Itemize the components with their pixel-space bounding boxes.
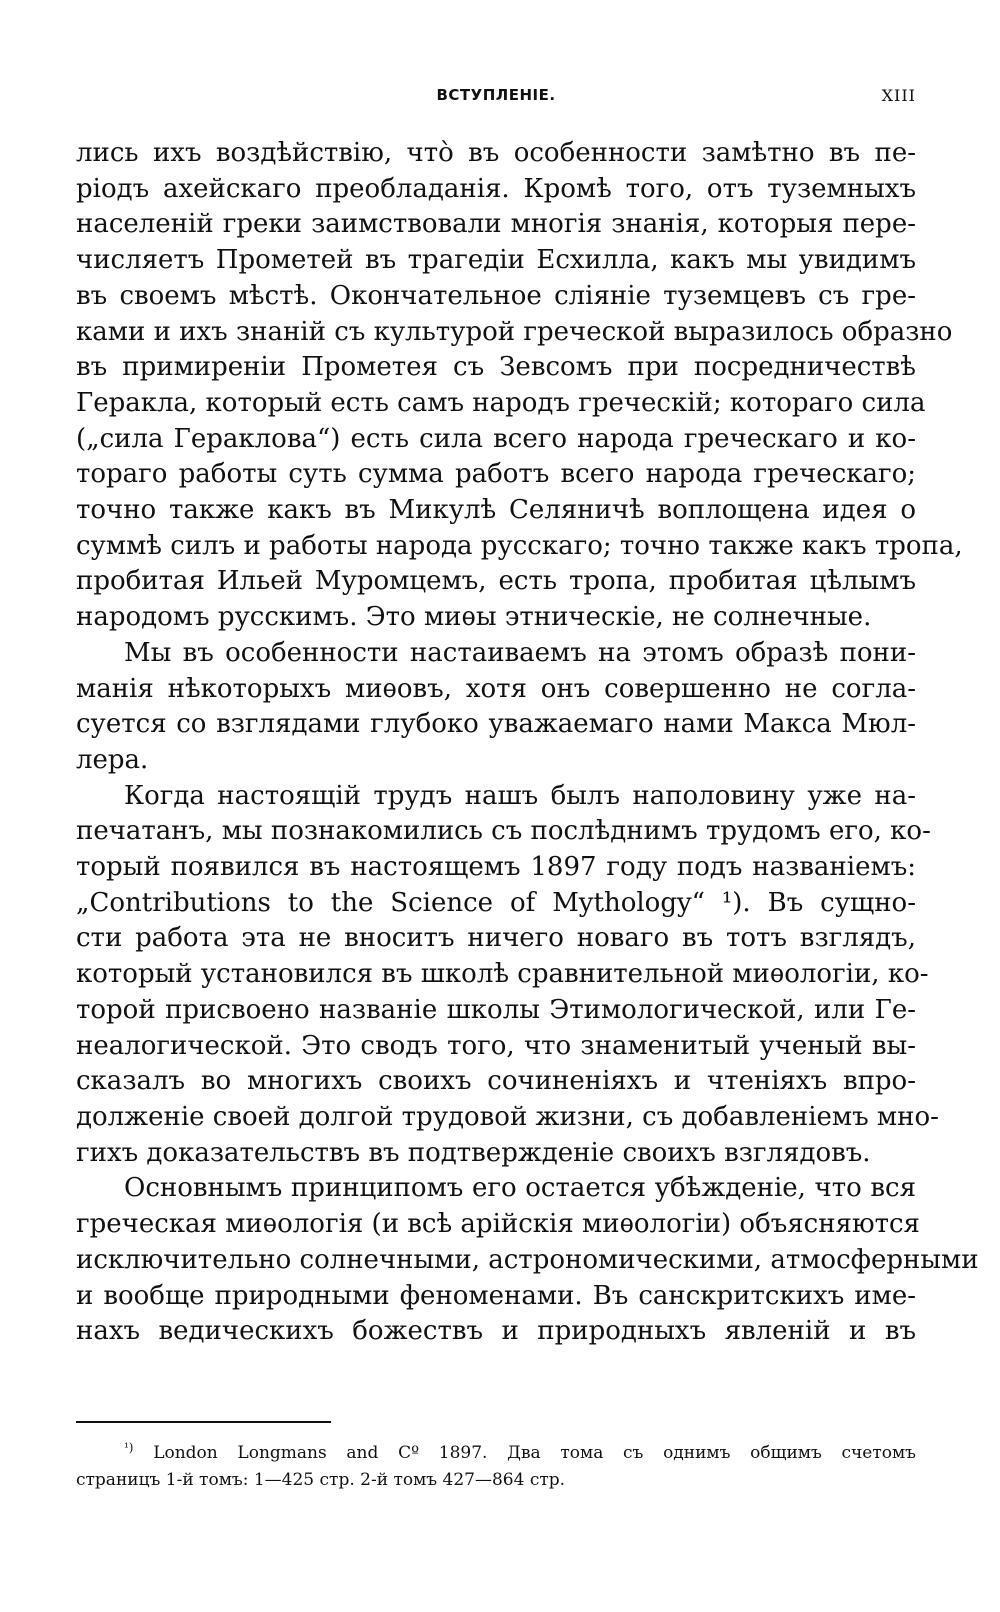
footnote-text: страницъ 1-й томъ: 1—425 стр. 2-й томъ 427—864 стр. xyxy=(76,1470,566,1490)
footnotes xyxy=(76,1440,916,1494)
text-line: торый появился въ настоящемъ 1897 году подъ названіемъ: xyxy=(76,852,916,883)
text-line: ріодъ ахейскаго преобладанія. Кромѣ того, отъ туземныхъ xyxy=(76,173,916,204)
text-line: Когда настоящій трудъ нашъ былъ наполовину уже на- xyxy=(124,780,916,811)
text-line: пробитая Ильей Муромцемъ, есть тропа, пробитая цѣлымъ xyxy=(76,566,916,597)
text-line: гихъ доказательствъ въ подтвержденіе своихъ взглядовъ. xyxy=(76,1137,871,1168)
text-line: въ своемъ мѣстѣ. Окончательное сліяніе туземцевъ съ гре- xyxy=(76,280,916,311)
running-title: ВСТУПЛЕНІЕ. xyxy=(436,86,556,104)
text-line: народомъ русскимъ. Это миѳы этническіе, не солнечные. xyxy=(76,602,872,633)
text-line: долженіе своей долгой трудовой жизни, съ добавленіемъ мно- xyxy=(76,1101,939,1132)
text-line: „Contributions to the Science of Mythology“ ¹). Въ сущно- xyxy=(76,887,916,918)
text-line: лера. xyxy=(76,744,149,775)
body-text xyxy=(76,136,979,1350)
text-line: Геракла, который есть самъ народъ греческій; котораго сила xyxy=(76,387,926,418)
text-line: сти работа эта не вноситъ ничего новаго въ тотъ взглядъ, xyxy=(76,923,916,954)
footnote-text: London Longmans and Cº 1897. Два тома съ однимъ общимъ счетомъ xyxy=(153,1443,917,1463)
text-line: греческая миѳологія (и всѣ арійскія миѳологіи) объясняются xyxy=(76,1209,920,1240)
text-line: и вообще природными феноменами. Въ санскритскихъ име- xyxy=(76,1280,916,1311)
text-line: нахъ ведическихъ божествъ и природныхъ явленій и въ xyxy=(76,1316,916,1347)
text-line: лись ихъ воздѣйствію, что̀ въ особенности замѣтно въ пе- xyxy=(76,138,916,168)
text-line: числяетъ Прометей въ трагедіи Есхилла, какъ мы увидимъ xyxy=(76,245,916,276)
footnote-line xyxy=(76,1440,916,1467)
text-line: торой присвоено названіе школы Этимологической, или Ге- xyxy=(76,994,916,1025)
page-header xyxy=(76,86,916,116)
footnote-marker: ¹) xyxy=(124,1440,134,1455)
text-line: манія нѣкоторыхъ миѳовъ, хотя онъ совершенно не согла- xyxy=(76,673,916,704)
text-line: суммѣ силъ и работы народа русскаго; точно также какъ тропа, xyxy=(76,530,963,561)
text-line: тораго работы суть сумма работъ всего народа греческаго; xyxy=(76,459,916,490)
text-line: точно также какъ въ Микулѣ Селяничѣ воплощена идея о xyxy=(76,495,916,526)
text-line: („сила Гераклова“) есть сила всего народа греческаго и ко- xyxy=(76,423,916,454)
text-line: Мы въ особенности настаиваемъ на этомъ образѣ пони- xyxy=(124,637,916,668)
footnote-divider xyxy=(76,1421,331,1423)
text-line: который установился въ школѣ сравнительной миѳологіи, ко- xyxy=(76,959,929,990)
page-number: XIII xyxy=(881,86,916,105)
text-line: печатанъ, мы познакомились съ послѣднимъ трудомъ его, ко- xyxy=(76,816,931,847)
text-line: населеній греки заимствовали многія знанія, которыя пере- xyxy=(76,209,916,240)
text-line: неалогической. Это сводъ того, что знаменитый ученый вы- xyxy=(76,1030,916,1061)
text-line: исключительно солнечными, астрономическими, атмосферными xyxy=(76,1244,979,1275)
footnote-line xyxy=(76,1467,916,1494)
text-line: Основнымъ принципомъ его остается убѣжденіе, что вся xyxy=(124,1173,916,1204)
text-line: ками и ихъ знаній съ культурой греческой выразилось образно xyxy=(76,316,953,347)
text-line: суется со взглядами глубоко уважаемаго нами Макса Мюл- xyxy=(76,709,916,740)
text-line: въ примиреніи Прометея съ Зевсомъ при посредничествѣ xyxy=(76,352,916,383)
text-line: сказалъ во многихъ своихъ сочиненіяхъ и чтеніяхъ впро- xyxy=(76,1066,916,1097)
